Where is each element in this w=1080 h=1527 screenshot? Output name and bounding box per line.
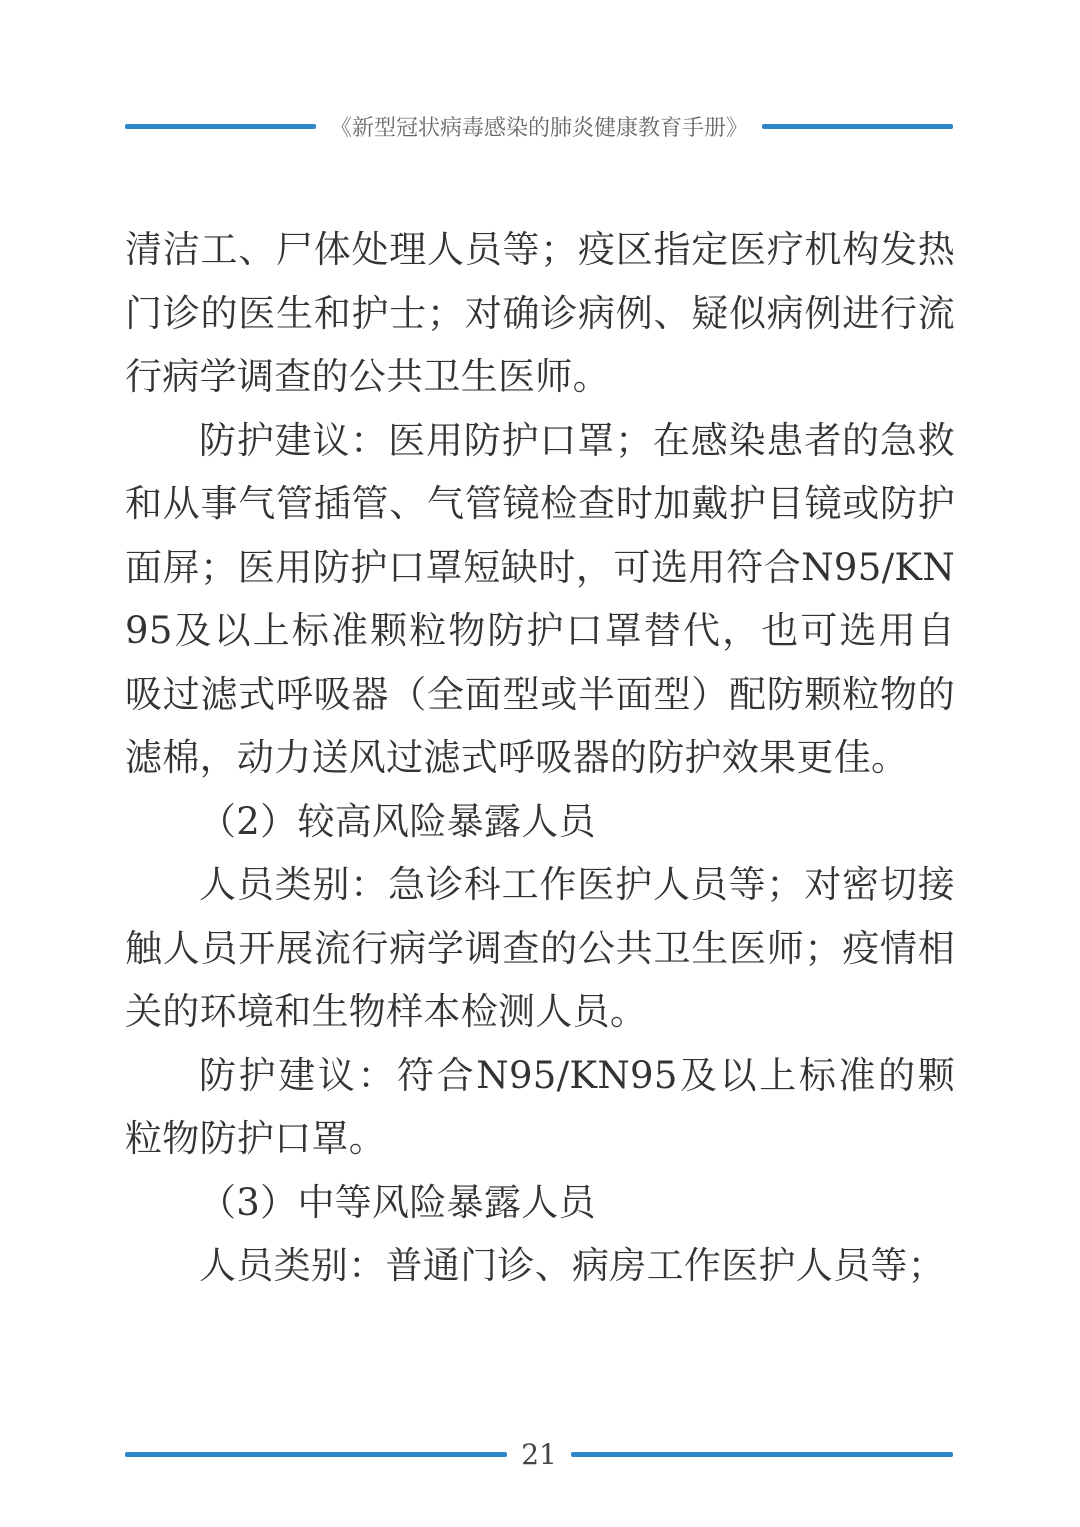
paragraph-protection-advice-2: 防护建议：符合N95/KN95及以上标准的颗粒物防护口罩。 (125, 1053, 955, 1160)
header-rule-left (125, 124, 316, 129)
page-header (125, 104, 953, 148)
paragraph-personnel-category-3: 人员类别：普通门诊、病房工作医护人员等； (199, 1244, 945, 1287)
page-number: 21 (521, 1437, 557, 1471)
section-heading-medium-risk: （3）中等风险暴露人员 (199, 1180, 596, 1224)
header-rule-right (762, 124, 953, 129)
footer-rule-left (125, 1452, 507, 1457)
footer-rule-right (571, 1452, 953, 1457)
body-text (125, 218, 955, 1298)
paragraph-continued: 清洁工、尸体处理人员等；疫区指定医疗机构发热门诊的医生和护士；对确诊病例、疑似病例进行流行病学调查的公共卫生医师。 (125, 228, 955, 398)
section-heading-higher-risk: （2）较高风险暴露人员 (199, 799, 596, 843)
paragraph-personnel-category-2: 人员类别：急诊科工作医护人员等；对密切接触人员开展流行病学调查的公共卫生医师；疫情相关的环境和生物样本检测人员。 (125, 863, 955, 1033)
paragraph-protection-advice-1: 防护建议：医用防护口罩；在感染患者的急救和从事气管插管、气管镜检查时加戴护目镜或防护面屏；医用防护口罩短缺时，可选用符合N95/KN95及以上标准颗粒物防护口罩替代，也可选用自吸过滤式呼吸器（全面型或半面型）配防颗粒物的滤棉，动力送风过滤式呼吸器的防护效果更佳。 (125, 418, 955, 779)
header-title: 《新型冠状病毒感染的肺炎健康教育手册》 (330, 115, 749, 141)
page-footer (125, 1432, 953, 1476)
